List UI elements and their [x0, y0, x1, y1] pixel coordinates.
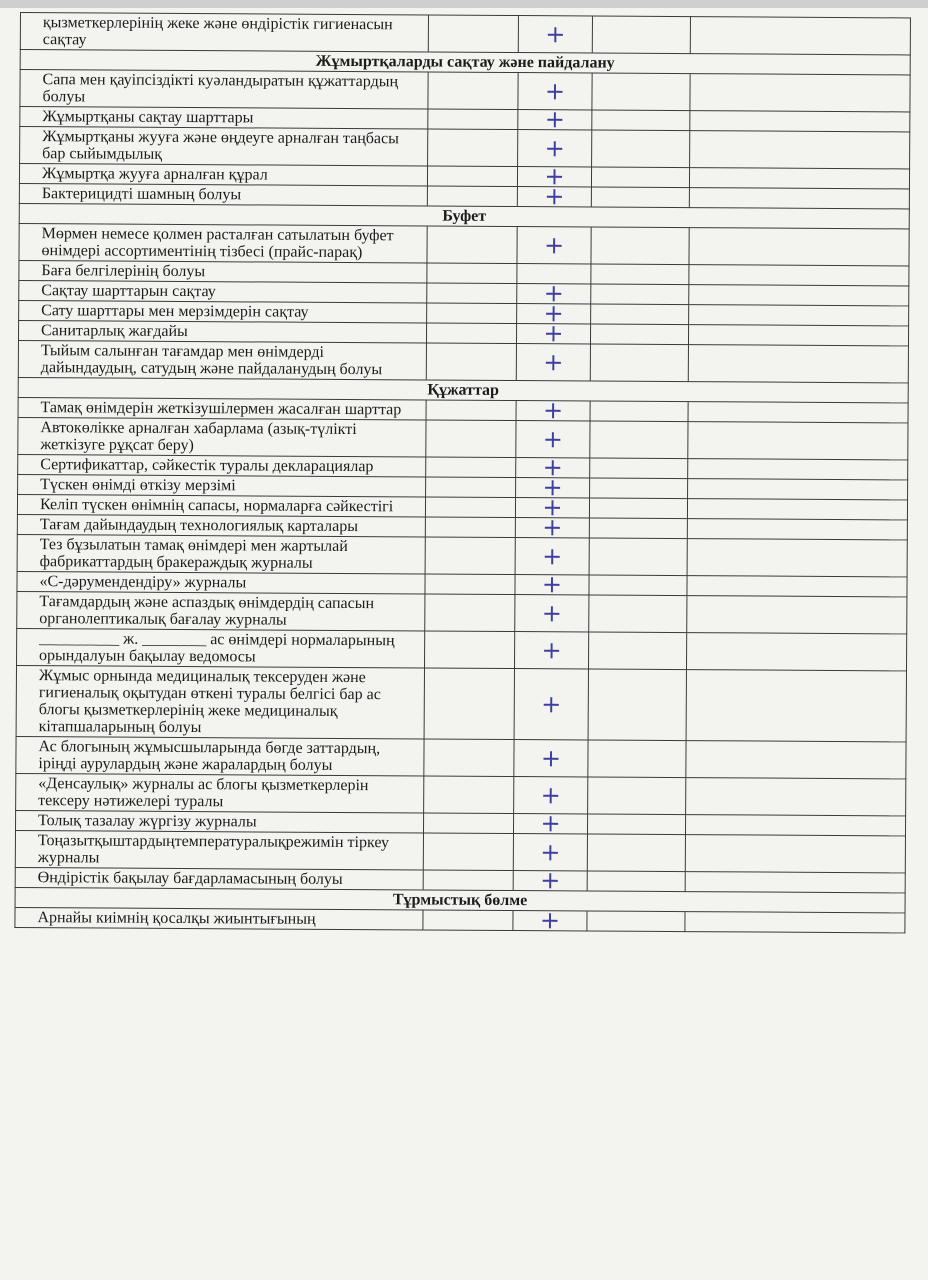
- empty-cell: [590, 478, 688, 499]
- empty-cell: [425, 631, 515, 669]
- handwritten-check-mark: +: [515, 498, 589, 518]
- empty-cell: [424, 776, 514, 814]
- criterion-text: Жұмыс орнында медициналық тексеруден және гигиеналық оқытудан өткені туралы белгісі бар ас блогы қызметкерлерінің жеке медициналық кітапшаларының болуы: [16, 665, 424, 738]
- criterion-text: Тағамдардың және аспаздық өнімдердің сапасын органолептикалық бағалау журналы: [17, 591, 425, 630]
- table-row: [17, 534, 907, 576]
- empty-cell: [687, 499, 907, 520]
- criterion-text: Тағам дайындаудың технологиялық карталары: [17, 514, 425, 536]
- table-row: [20, 70, 910, 112]
- empty-cell: [423, 813, 513, 834]
- empty-cell: [689, 228, 909, 266]
- handwritten-check-mark: +: [513, 911, 587, 931]
- table-row: [16, 665, 906, 741]
- empty-cell: [589, 518, 687, 539]
- empty-cell: [590, 324, 688, 345]
- section-title: Жұмыртқаларды сақтау және пайдалану: [20, 50, 910, 75]
- empty-cell: [690, 131, 910, 169]
- criterion-text: Санитарлық жағдайы: [18, 320, 426, 342]
- handwritten-check-mark: +: [513, 814, 587, 834]
- criterion-text: Баға белгілерінің болуы: [19, 260, 427, 282]
- criterion-text: Сертификаттар, сәйкестік туралы декларациялар: [18, 454, 426, 476]
- handwritten-check-mark: +: [515, 595, 589, 632]
- table-row: [20, 127, 910, 169]
- empty-cell: [587, 834, 685, 872]
- empty-cell: [686, 633, 906, 671]
- handwritten-check-mark: +: [517, 227, 591, 264]
- handwritten-check-mark: +: [514, 740, 588, 777]
- empty-cell: [428, 129, 518, 167]
- empty-cell: [689, 265, 909, 286]
- empty-cell: [591, 304, 689, 325]
- handwritten-check-mark: +: [516, 401, 590, 421]
- table-row: [16, 773, 906, 815]
- handwritten-check-mark: +: [517, 187, 591, 207]
- criterion-text: Арнайы киімнің қосалқы жиынтығының: [15, 907, 423, 929]
- empty-cell: [689, 285, 909, 306]
- empty-cell: [427, 226, 517, 264]
- empty-cell: [590, 401, 688, 422]
- empty-cell: [590, 458, 688, 479]
- empty-cell: [591, 264, 689, 285]
- handwritten-check-mark: +: [518, 73, 592, 110]
- criterion-text: «Денсаулық» журналы ас блогы қызметкерлерін тексеру нәтижелері туралы: [16, 773, 424, 812]
- criterion-text: Келіп түскен өнімнің сапасы, нормаларға сәйкестігі: [17, 494, 425, 516]
- empty-cell: [591, 167, 689, 188]
- empty-cell: [592, 110, 690, 131]
- empty-cell: [428, 109, 518, 130]
- criterion-text: Толық тазалау жүргізу журналы: [16, 810, 424, 832]
- empty-cell: [428, 72, 518, 110]
- empty-cell: [426, 457, 516, 478]
- empty-cell: [688, 459, 908, 480]
- criterion-text: Сапа мен қауіпсіздікті куәландыратын құжаттардың болуы: [20, 70, 428, 109]
- table-row: [16, 736, 906, 778]
- handwritten-check-mark: +: [517, 284, 591, 304]
- empty-cell: [687, 596, 907, 634]
- handwritten-check-mark: +: [515, 538, 589, 575]
- criterion-text: Сақтау шарттарын сақтау: [19, 280, 427, 302]
- criterion-text: Түскен өнімді өткізу мерзімі: [18, 474, 426, 496]
- criterion-text: __________ ж. ________ ас өнімдері нормаларының орындалуын бақылау ведомосы: [17, 628, 425, 667]
- criterion-text: Автокөлікке арналған хабарлама (азық-түлікті жеткізуге рұқсат беру): [18, 417, 426, 456]
- empty-cell: [591, 227, 689, 265]
- empty-cell: [587, 871, 685, 892]
- criterion-text: Жұмыртқаны жууға және өңдеуге арналған таңбасы бар сыйымдылық: [20, 127, 428, 166]
- empty-cell: [591, 284, 689, 305]
- handwritten-check-mark: +: [514, 777, 588, 814]
- empty-cell: [686, 670, 906, 742]
- empty-cell: [688, 422, 908, 460]
- empty-cell: [426, 477, 516, 498]
- empty-cell: [587, 911, 685, 932]
- empty-cell: [428, 15, 518, 53]
- handwritten-check-mark: +: [517, 167, 591, 187]
- empty-cell: [423, 870, 513, 891]
- empty-cell: [685, 912, 905, 933]
- section-title: Буфет: [19, 203, 909, 228]
- empty-cell: [427, 303, 517, 324]
- empty-cell: [589, 538, 687, 576]
- empty-cell: [427, 186, 517, 207]
- handwritten-check-mark: +: [518, 110, 592, 130]
- handwritten-check-mark: +: [513, 871, 587, 891]
- empty-cell: [685, 872, 905, 893]
- empty-cell: [588, 669, 686, 741]
- criterion-text: Тамақ өнімдерін жеткізушілермен жасалған шарттар: [18, 397, 426, 419]
- empty-cell: [687, 539, 907, 577]
- criterion-text: Ас блогының жұмысшыларында бөгде заттардың, іріңді аурулардың және жаралардың болуы: [16, 736, 424, 775]
- criterion-text: Өндірістік бақылау бағдарламасының болуы: [15, 867, 423, 889]
- empty-cell: [590, 421, 688, 459]
- empty-cell: [690, 111, 910, 132]
- handwritten-check-mark: +: [513, 834, 587, 871]
- table-row: [18, 417, 908, 459]
- handwritten-check-mark: +: [516, 421, 590, 458]
- handwritten-check-mark: +: [515, 518, 589, 538]
- empty-cell: [592, 130, 690, 168]
- empty-cell: [689, 188, 909, 209]
- empty-cell: [426, 420, 516, 458]
- empty-cell: [689, 168, 909, 189]
- table-row: [19, 223, 909, 265]
- empty-cell: [690, 74, 910, 112]
- handwritten-check-mark: +: [514, 669, 588, 740]
- handwritten-check-mark: +: [517, 304, 591, 324]
- handwritten-check-mark: +: [516, 324, 590, 344]
- empty-cell: [589, 498, 687, 519]
- empty-cell: [426, 323, 516, 344]
- empty-cell: [688, 402, 908, 423]
- empty-cell: [588, 632, 686, 670]
- empty-cell: [425, 594, 515, 632]
- empty-cell: [687, 519, 907, 540]
- empty-cell: [425, 574, 515, 595]
- handwritten-check-mark: +: [518, 16, 592, 53]
- criterion-text: қызметкерлерінің жеке және өндірістік гигиенасын сақтау: [20, 13, 428, 52]
- criterion-text: Жұмыртқаны сақтау шарттары: [20, 107, 428, 129]
- criterion-text: Сату шарттары мен мерзімдерін сақтау: [19, 300, 427, 322]
- handwritten-check-mark: +: [514, 632, 588, 669]
- table-row: [15, 907, 905, 932]
- table-row: [18, 340, 908, 382]
- empty-cell: [426, 343, 516, 381]
- table-row: [17, 628, 907, 670]
- empty-cell: [425, 517, 515, 538]
- criterion-text: Тез бұзылатын тамақ өнімдері мен жартылай фабрикаттардың бракераждық журналы: [17, 534, 425, 573]
- empty-cell: [424, 668, 514, 740]
- checklist-table: [14, 12, 911, 933]
- empty-cell: [690, 17, 910, 55]
- empty-cell: [427, 263, 517, 284]
- empty-cell: [687, 576, 907, 597]
- empty-cell: [427, 283, 517, 304]
- empty-cell: [688, 345, 908, 383]
- criterion-text: Тоңазытқыштардыңтемпературалықрежимін тіркеу журналы: [15, 830, 423, 869]
- handwritten-check-mark: +: [516, 458, 590, 478]
- table-row: [17, 591, 907, 633]
- empty-cell: [592, 73, 690, 111]
- criterion-text: «С-дәрумендендіру» журналы: [17, 571, 425, 593]
- empty-cell: [592, 16, 690, 54]
- empty-cell: [688, 479, 908, 500]
- empty-cell: [425, 537, 515, 575]
- empty-cell: [426, 400, 516, 421]
- criterion-text: Мөрмен немесе қолмен расталған сатылатын буфет өнімдері ассортиментінің тізбесі (прайс-парақ): [19, 223, 427, 262]
- empty-cell: [685, 835, 905, 873]
- empty-cell: [685, 815, 905, 836]
- section-title: Тұрмыстық бөлме: [15, 887, 905, 912]
- table-row: [20, 13, 910, 55]
- empty-cell: [589, 595, 687, 633]
- empty-cell: [686, 741, 906, 779]
- empty-cell: [588, 777, 686, 815]
- criterion-text: Жұмыртқа жууға арналған құрал: [19, 164, 427, 186]
- empty-cell: [424, 739, 514, 777]
- empty-cell: [590, 344, 688, 382]
- empty-cell: [686, 778, 906, 816]
- empty-cell: [689, 305, 909, 326]
- empty-cell: [688, 325, 908, 346]
- table-row: [15, 830, 905, 872]
- empty-cell: [589, 575, 687, 596]
- empty-cell: [427, 166, 517, 187]
- criterion-text: Бактерицидті шамның болуы: [19, 183, 427, 205]
- handwritten-check-mark: +: [516, 478, 590, 498]
- handwritten-check-mark: +: [515, 575, 589, 595]
- empty-cell: [423, 910, 513, 931]
- handwritten-check-mark: +: [518, 130, 592, 167]
- handwritten-check-mark: +: [516, 344, 590, 381]
- criterion-text: Тыйым салынған тағамдар мен өнімдерді дайындаудың, сатудың және пайдаланудың болуы: [18, 340, 426, 379]
- empty-cell: [588, 740, 686, 778]
- empty-cell: [425, 497, 515, 518]
- empty-cell: [423, 833, 513, 871]
- empty-cell: [587, 814, 685, 835]
- document-page: [0, 8, 928, 1280]
- section-title: Құжаттар: [18, 377, 908, 402]
- empty-cell: [591, 187, 689, 208]
